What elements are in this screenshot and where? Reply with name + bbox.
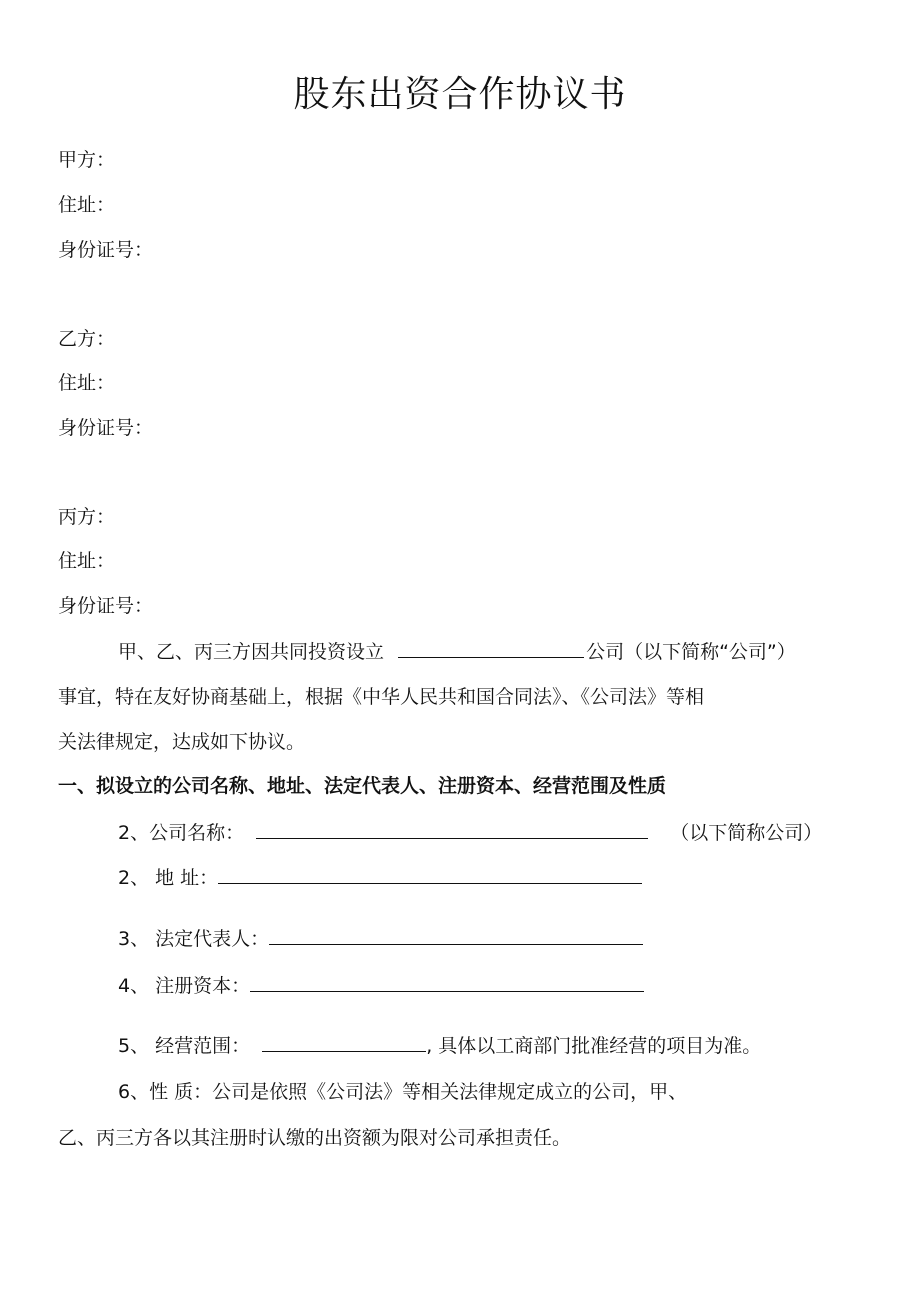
- item-address-blank: [218, 863, 642, 884]
- party-c-address-label: 住址：: [58, 550, 116, 572]
- item-company-name-blank: [256, 818, 648, 839]
- party-a-address-label: 住址：: [58, 194, 116, 216]
- item-scope-suffix: , 具体以工商部门批准经营的项目为准。: [426, 1035, 762, 1057]
- party-b-id-label: 身份证号：: [58, 417, 154, 439]
- intro-line-3: 关法律规定，达成如下协议。: [58, 731, 306, 753]
- party-a-label: 甲方：: [58, 149, 116, 171]
- party-c-id-label: 身份证号：: [58, 595, 154, 617]
- item-scope-blank: [262, 1031, 426, 1052]
- section-1-heading: 一、拟设立的公司名称、地址、法定代表人、注册资本、经营范围及性质: [58, 775, 667, 797]
- item-company-name: [118, 818, 822, 847]
- intro-line-2: 事宜，特在友好协商基础上，根据《中华人民共和国合同法》、《公司法》等相: [58, 686, 705, 708]
- item-company-name-suffix: （以下简称公司）: [670, 822, 823, 844]
- item-legal-rep: [118, 924, 643, 953]
- item-address: [118, 863, 642, 892]
- item-company-name-label: 2、公司名称：: [118, 822, 245, 844]
- intro-line-1-prefix: 甲、乙、丙三方因共同投资设立: [118, 641, 385, 663]
- item-capital-label: 4、 注册资本：: [118, 975, 251, 997]
- party-c-label: 丙方：: [58, 506, 116, 528]
- item-scope: [118, 1031, 761, 1060]
- party-b-label: 乙方：: [58, 328, 116, 350]
- intro-line-1-suffix: 公司（以下简称“公司”）: [586, 641, 796, 663]
- company-name-blank: [398, 637, 584, 658]
- item-legal-rep-blank: [269, 924, 643, 945]
- document-title: 股东出资合作协议书: [293, 74, 627, 115]
- item-nature-line-2: 乙、丙三方各以其注册时认缴的出资额为限对公司承担责任。: [58, 1127, 572, 1149]
- item-legal-rep-label: 3、 法定代表人：: [118, 928, 270, 950]
- item-capital-blank: [250, 971, 644, 992]
- party-b-address-label: 住址：: [58, 372, 116, 394]
- item-address-label: 2、 地 址：: [118, 867, 219, 889]
- item-scope-label: 5、 经营范围：: [118, 1035, 251, 1057]
- item-nature-line-1: 6、性 质：公司是依照《公司法》等相关法律规定成立的公司，甲、: [118, 1081, 688, 1103]
- party-a-id-label: 身份证号：: [58, 239, 154, 261]
- intro-line-1: [118, 637, 796, 666]
- item-capital: [118, 971, 644, 1000]
